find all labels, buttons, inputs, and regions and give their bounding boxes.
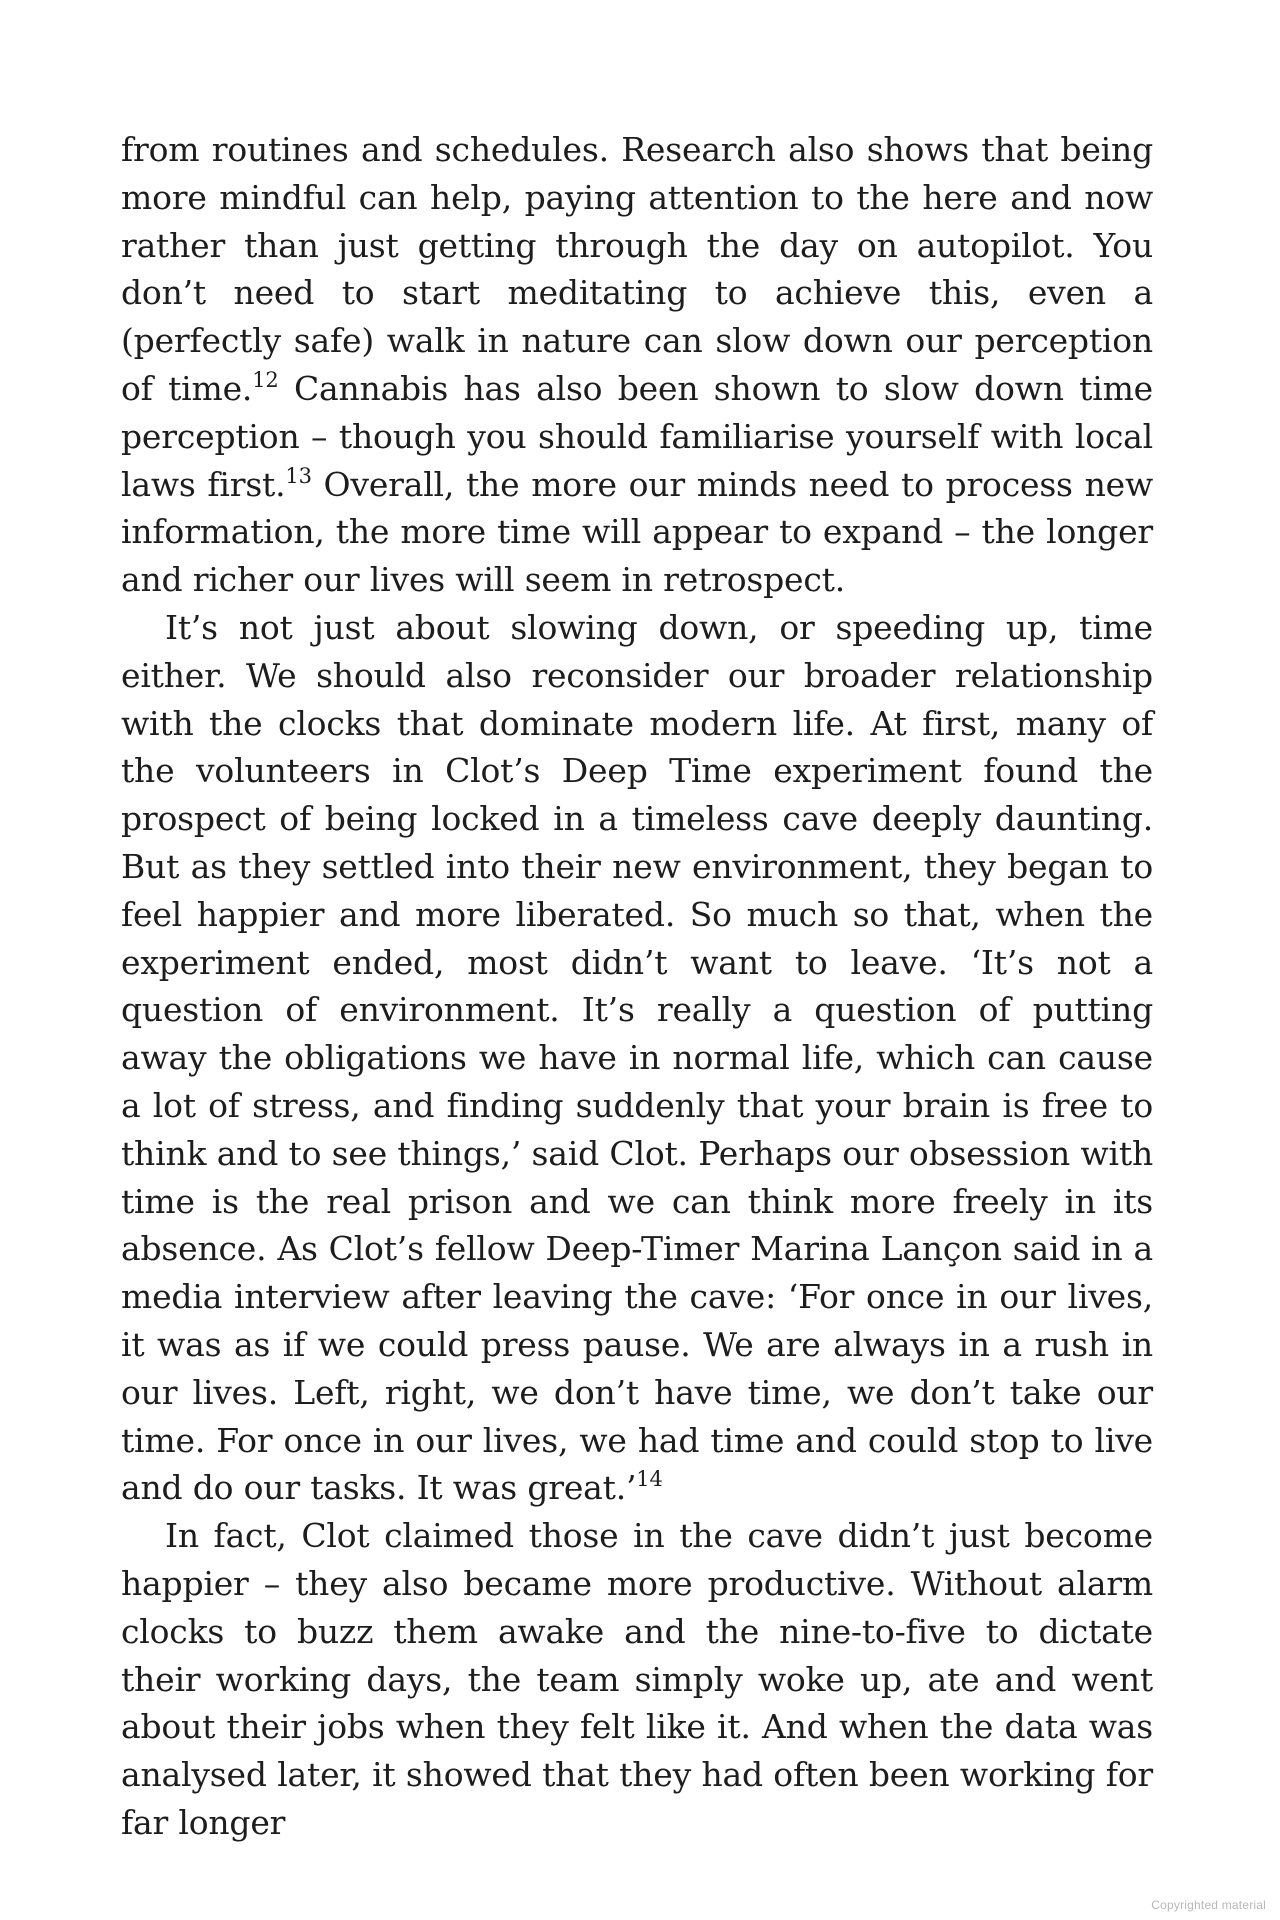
paragraph-3 xyxy=(121,1512,1153,1847)
paragraph-text: from routines and schedules. Research also shows that being more mindful can help, paying attention to the here and now rather than just getting through the day on autopilot. You don’t need to start meditating to achieve this, even a (perfectly safe) walk in nature can slow down our perception of time. xyxy=(121,130,1153,408)
paragraph-2 xyxy=(121,604,1153,1512)
paragraph-text: Overall, the more our minds need to process new information, the more time will appear to expand – the longer and richer our lives will seem in retrospect. xyxy=(121,464,1153,600)
footnote-marker: 12 xyxy=(252,367,279,392)
paragraph-text: Cannabis has also been shown to slow down time perception – though you should familiarise yourself with local laws first. xyxy=(121,368,1153,504)
paragraph-1 xyxy=(121,126,1153,604)
book-page-body xyxy=(121,126,1153,1847)
paragraph-text: It’s not just about slowing down, or speeding up, time either. We should also reconsider our broader relationship with the clocks that dominate modern life. At first, many of the volunteers in Clot’s Deep Time experiment found the prospect of being locked in a timeless cave deeply daunting. But as they settled into their new environment, they began to feel happier and more liberated. So much so that, when the experiment ended, most didn’t want to leave. ‘It’s not a question of environment. It’s really a question of putting away the obligations we have in normal life, which can cause a lot of stress, and finding suddenly that your brain is free to think and to see things,’ said Clot. Perhaps our obsession with time is the real prison and we can think more freely in its absence. As Clot’s fellow Deep-Timer Marina Lançon said in a media interview after leaving the cave: ‘For once in our lives, it was as if we could press pause. We are always in a rush in our lives. Left, right, we don’t have time, we don’t take our time. For once in our lives, we had time and could stop to live and do our tasks. It was great.’ xyxy=(121,607,1153,1508)
copyright-watermark: Copyrighted material xyxy=(1151,1898,1266,1912)
footnote-marker: 13 xyxy=(285,463,312,488)
footnote-marker: 14 xyxy=(636,1467,663,1492)
paragraph-text: In fact, Clot claimed those in the cave didn’t just become happier – they also became more productive. Without alarm clocks to buzz them awake and the nine-to-five to dictate their working days, the team simply woke up, ate and went about their jobs when they felt like it. And when the data was analysed later, it showed that they had often been working for far longer xyxy=(121,1516,1153,1842)
